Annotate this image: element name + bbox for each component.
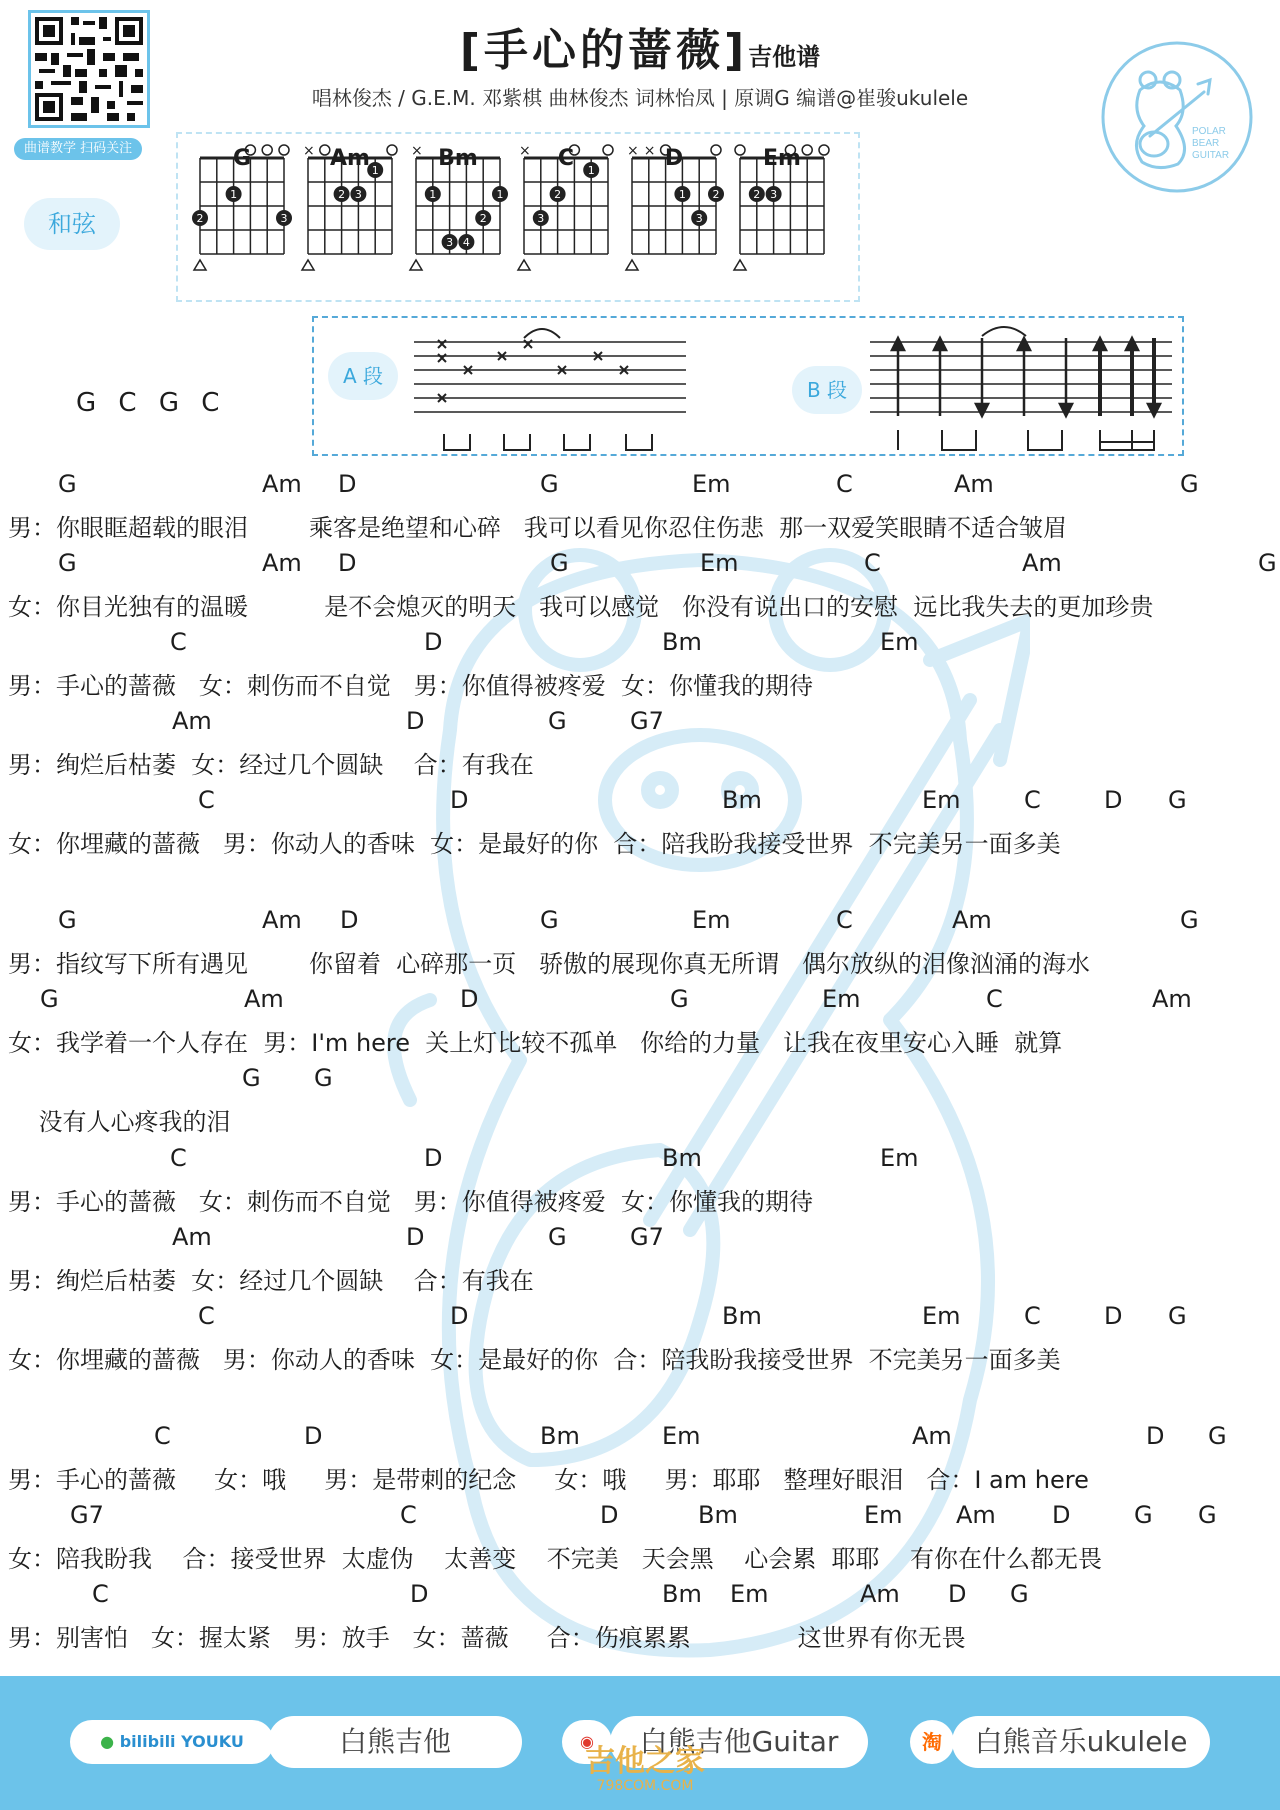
chord-symbol: G: [1134, 1501, 1153, 1529]
chord-symbol: Em: [864, 1501, 903, 1529]
song-title-main: [手心的蔷薇]: [459, 25, 749, 76]
chord-symbol: Em: [880, 628, 919, 656]
chord-symbol: G: [58, 906, 77, 934]
chord-symbol: Em: [662, 1422, 701, 1450]
chord-symbol: C: [836, 906, 853, 934]
logo-text-1: POLAR: [1192, 126, 1226, 137]
chord-symbol: C: [154, 1422, 171, 1450]
weibo-icon[interactable]: ◉: [562, 1720, 612, 1764]
chord-line: [0, 1144, 1280, 1184]
chord-symbol: D: [410, 1580, 429, 1608]
chord-symbol: D: [424, 1144, 443, 1172]
chord-symbol: C: [92, 1580, 109, 1608]
svg-text:1: 1: [496, 188, 504, 201]
chord-symbol: D: [304, 1422, 323, 1450]
chord-symbol: Am: [172, 1223, 212, 1251]
chord-symbol: Em: [880, 1144, 919, 1172]
section-b-badge: B 段: [792, 366, 862, 414]
svg-text:1: 1: [678, 188, 686, 201]
polar-bear-logo: [1100, 40, 1254, 194]
wechat-icon: ●: [100, 1732, 115, 1751]
chord-symbol: Am: [244, 985, 284, 1013]
lyric-line: 女：你埋藏的蔷薇 男：你动人的香味 女：是最好的你 合：陪我盼我接受世界 不完美另一面多美: [8, 830, 1061, 858]
chord-symbol: C: [198, 1302, 215, 1330]
lyric-line: 男：手心的蔷薇 女：刺伤而不自觉 男：你值得被疼爱 女：你懂我的期待: [8, 1188, 814, 1216]
chord-symbol: Em: [822, 985, 861, 1013]
qr-caption: 曲谱教学 扫码关注: [14, 138, 142, 160]
chord-symbol: Am: [1022, 549, 1062, 577]
chord-symbol: Am: [262, 470, 302, 498]
chord-symbol: G: [548, 1223, 567, 1251]
song-title-suffix: 吉他谱: [748, 43, 821, 71]
chord-symbol: Bm: [662, 628, 702, 656]
site-watermark-url: 798COM.COM: [596, 1778, 694, 1794]
chord-symbol: G: [548, 707, 567, 735]
chord-line: [0, 707, 1280, 747]
chord-symbol: D: [1104, 786, 1123, 814]
chord-symbol: G: [314, 1064, 333, 1092]
chord-symbol: C: [198, 786, 215, 814]
chord-symbol: D: [600, 1501, 619, 1529]
chord-symbol: C: [836, 470, 853, 498]
chord-symbol: G7: [630, 1223, 664, 1251]
lyric-line: 男：你眼眶超载的眼泪 乘客是绝望和心碎 我可以看见你忍住伤悲 那一双爱笑眼睛不适合皱眉: [8, 514, 1068, 542]
svg-text:3: 3: [354, 188, 362, 201]
chord-symbol: Em: [922, 786, 961, 814]
chord-symbol: Am: [172, 707, 212, 735]
chord-line: [0, 906, 1280, 946]
chord-symbol: G7: [630, 707, 664, 735]
chord-name-am: Am: [330, 146, 370, 171]
chord-line: [0, 1501, 1280, 1541]
svg-text:1: 1: [587, 164, 595, 177]
chord-symbol: D: [338, 470, 357, 498]
svg-text:2: 2: [712, 188, 720, 201]
chord-symbol: G: [1208, 1422, 1227, 1450]
chord-symbol: Bm: [662, 1144, 702, 1172]
section-a-badge: A 段: [328, 352, 398, 400]
chord-symbol: Bm: [698, 1501, 738, 1529]
chord-symbol: Am: [1152, 985, 1192, 1013]
svg-text:1: 1: [230, 188, 238, 201]
chord-symbol: Bm: [722, 786, 762, 814]
lyric-line: 男：指纹写下所有遇见 你留着 心碎那一页 骄傲的展现你真无所谓 偶尔放纵的泪像汹涌的海水: [8, 950, 1091, 978]
chord-symbol: Am: [262, 549, 302, 577]
chord-symbol: Em: [700, 549, 739, 577]
chord-symbol: Bm: [662, 1580, 702, 1608]
chord-symbol: D: [1146, 1422, 1165, 1450]
lyric-line: 男：手心的蔷薇 女：刺伤而不自觉 男：你值得被疼爱 女：你懂我的期待: [8, 672, 814, 700]
chord-line: [0, 1223, 1280, 1263]
chord-symbol: G: [540, 906, 559, 934]
svg-text:3: 3: [537, 212, 545, 225]
svg-text:2: 2: [196, 212, 204, 225]
chord-line: [0, 1302, 1280, 1342]
chord-name-bm: Bm: [438, 146, 478, 171]
chord-symbol: C: [1024, 786, 1041, 814]
chord-symbol: G: [58, 549, 77, 577]
svg-text:3: 3: [446, 236, 454, 249]
chord-symbol: G7: [70, 1501, 104, 1529]
chord-symbol: D: [450, 1302, 469, 1330]
chord-symbol: D: [1104, 1302, 1123, 1330]
intro-chord-progression: G C G C: [76, 388, 220, 418]
chord-symbol: Bm: [540, 1422, 580, 1450]
lyric-line: 男：绚烂后枯萎 女：经过几个圆缺 合：有我在: [8, 1267, 534, 1295]
chord-symbol: G: [1180, 906, 1199, 934]
lyric-line: 没有人心疼我的泪: [8, 1108, 231, 1136]
chord-symbol: D: [406, 707, 425, 735]
chord-symbol: Am: [262, 906, 302, 934]
chord-symbol: D: [460, 985, 479, 1013]
svg-text:2: 2: [479, 212, 487, 225]
svg-text:3: 3: [280, 212, 288, 225]
lyric-line: 男：绚烂后枯萎 女：经过几个圆缺 合：有我在: [8, 751, 534, 779]
chord-symbol: Am: [954, 470, 994, 498]
chord-symbol: Em: [692, 470, 731, 498]
svg-text:3: 3: [770, 188, 778, 201]
lyric-line: 女：你埋藏的蔷薇 男：你动人的香味 女：是最好的你 合：陪我盼我接受世界 不完美另一面多美: [8, 1346, 1061, 1374]
chord-symbol: G: [1198, 1501, 1217, 1529]
chord-symbol: C: [170, 1144, 187, 1172]
chord-symbol: G: [242, 1064, 261, 1092]
svg-text:×: ×: [303, 143, 315, 159]
chord-symbol: D: [1052, 1501, 1071, 1529]
chord-symbol: Am: [952, 906, 992, 934]
chord-symbol: Am: [956, 1501, 996, 1529]
brand-baixiong-guitar[interactable]: 白熊吉他: [268, 1716, 522, 1768]
chord-symbol: G: [1010, 1580, 1029, 1608]
chord-line: [0, 628, 1280, 668]
chord-symbol: G: [1180, 470, 1199, 498]
chord-symbol: Am: [860, 1580, 900, 1608]
chord-line: [0, 1064, 1280, 1104]
chord-symbol: Em: [692, 906, 731, 934]
chord-name-em: Em: [763, 146, 801, 171]
svg-text:×: ×: [627, 143, 639, 159]
chord-symbol: C: [170, 628, 187, 656]
chord-symbol: D: [340, 906, 359, 934]
svg-text:2: 2: [753, 188, 761, 201]
lyric-line: 男：别害怕 女：握太紧 男：放手 女：蔷薇 合：伤痕累累 这世界有你无畏: [8, 1624, 966, 1652]
chord-symbol: C: [864, 549, 881, 577]
svg-text:2: 2: [554, 188, 562, 201]
chord-line: [0, 1580, 1280, 1620]
svg-text:4: 4: [462, 236, 470, 249]
chord-symbol: Bm: [722, 1302, 762, 1330]
chord-symbol: G: [1258, 549, 1277, 577]
rhythm-patterns-box: [312, 316, 1184, 456]
lyric-line: 女：陪我盼我 合：接受世界 太虚伪 太善变 不完美 天会黑 心会累 耶耶 有你在什么都无畏: [8, 1545, 1102, 1573]
chord-symbol: D: [338, 549, 357, 577]
chord-symbol: G: [58, 470, 77, 498]
chord-symbol: Em: [922, 1302, 961, 1330]
song-title: [0, 14, 1280, 78]
svg-text:2: 2: [338, 188, 346, 201]
svg-text:×: ×: [411, 143, 423, 159]
chord-symbol: Am: [912, 1422, 952, 1450]
lyric-line: 女：我学着一个人存在 男：I'm here 关上灯比较不孤单 你给的力量 让我在夜里安心入睡 就算: [8, 1029, 1063, 1057]
chord-symbol: G: [670, 985, 689, 1013]
rhythm-notation: [314, 318, 1182, 454]
video-platform-logos[interactable]: [70, 1720, 274, 1764]
chord-section-tag: 和弦: [24, 198, 120, 250]
svg-text:×: ×: [643, 143, 656, 159]
chord-symbol: C: [400, 1501, 417, 1529]
chord-symbol: G: [40, 985, 59, 1013]
logo-text-3: GUITAR: [1192, 150, 1230, 161]
brand-taobao-ukulele[interactable]: 白熊音乐ukulele: [952, 1716, 1210, 1768]
svg-text:×: ×: [519, 143, 531, 159]
chord-symbol: Em: [730, 1580, 769, 1608]
chord-symbol: C: [986, 985, 1003, 1013]
site-watermark: 吉他之家: [585, 1744, 705, 1779]
chord-symbol: G: [1168, 1302, 1187, 1330]
chord-line: [0, 549, 1280, 589]
svg-text:1: 1: [429, 188, 437, 201]
chord-line: [0, 1422, 1280, 1462]
chord-symbol: D: [406, 1223, 425, 1251]
chord-symbol: D: [450, 786, 469, 814]
lyric-line: 女：你目光独有的温暖 是不会熄灭的明天 我可以感觉 你没有说出口的安慰 远比我失去的更加珍贵: [8, 593, 1154, 621]
chord-symbol: G: [1168, 786, 1187, 814]
chord-symbol: G: [550, 549, 569, 577]
chord-line: [0, 470, 1280, 510]
svg-text:3: 3: [695, 212, 703, 225]
chord-symbol: D: [948, 1580, 967, 1608]
chord-symbol: D: [424, 628, 443, 656]
chord-symbol: G: [540, 470, 559, 498]
bili-youku-text: bilibili YOUKU: [119, 1732, 244, 1751]
svg-text:1: 1: [371, 164, 379, 177]
logo-text-2: BEAR: [1192, 138, 1220, 149]
brand-weibo-guitar[interactable]: 白熊吉他Guitar: [610, 1716, 868, 1768]
chord-line: [0, 786, 1280, 826]
chord-symbol: C: [1024, 1302, 1041, 1330]
taobao-icon[interactable]: 淘: [910, 1720, 954, 1764]
lyric-line: 男：手心的蔷薇 女：哦 男：是带刺的纪念 女：哦 男：耶耶 整理好眼泪 合：I am here: [8, 1466, 1089, 1494]
chord-name-g: G: [232, 146, 252, 171]
song-credits: 唱林俊杰 / G.E.M. 邓紫棋 曲林俊杰 词林怡凤 | 原调G 编谱@崔骏ukulele: [311, 86, 969, 110]
chord-name-c: C: [557, 146, 575, 171]
chord-line: [0, 985, 1280, 1025]
chord-name-d: D: [664, 146, 684, 171]
